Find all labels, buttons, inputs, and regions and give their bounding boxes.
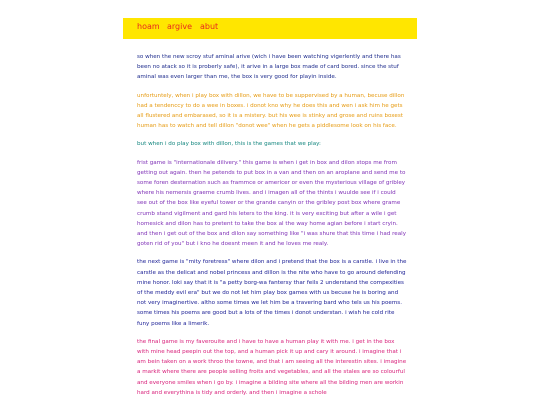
nav-link-about[interactable]: abut <box>200 22 219 31</box>
blog-post-body <box>137 52 407 406</box>
nav-link-home[interactable]: hoam <box>137 22 160 31</box>
nav-bar <box>123 18 417 39</box>
paragraph-game-delivery: frist game is "internationale dilivery." this game is when i get in box and dilon stops me from getting out again. then he petends to put box in a van and then on an aroplane and send me to some foren desternation such as frammce or americer or even the mysterious village of gribley where his nemersis graeme crumb lives. and i imagen all of the thints i wuulde see if i could see out of the box like eyeful tower or the grande canyin or the gribley post box where grame crumb stand vigilment and gard his leters to the king. it is very exciting but after a wile i get homesick and dilon has to pretent to take the box al the way home agian before i start cryin. and then i get out of the box and dilon say something like "i was shure that this time i had realy goten rid of you" but i kno he doesnt meen it and he loves me realy. <box>137 159 407 248</box>
paragraph-game-final: the final game is my faverouite and i have to have a human play it with me. i get in the box with mine head peepin out the top, and a human pick it up and cary it around. i imagine that i am bein taken on a work throo the towne, and that i am seeing all the interestin sites. i imagine a markit where there are people selling froits and vegetables, and all the stales are so colourful and everyone smiles when i go by. i imagine a bilding site where all the bilding men are workin hard and everythina is tidy and orderly. and then i imagine a schole <box>137 338 407 396</box>
nav-link-archive[interactable]: argive <box>167 22 193 31</box>
paragraph-game-fortress: the next game is "mity foretress" where dilon and i pretend that the box is a carstle. i live in the carstle as the delicat and nobel princess and dillon is the nite who have to go around defending mine honor. loki say that it is "a petty borg-wa fantersy thar feils 2 understand the compexities of the meddy evil era" but we do not let him play box games with us becuse he is boring and not very imaginertive. altho some times we let him be a travering bard who tels us his poems. some times his poems are good but a lots of the times i donot understan. i wish he cold rite funy poems like a limerik. <box>137 259 407 327</box>
paragraph-intro: so when the new scroy stuf aminal arive (wich i have been watching vigerlently and there has been no atack so it is proberly safe), it arive in a large box made of card bored. since the stuf aminal was even larger than me, the box is very good for playin inside. <box>137 54 401 81</box>
paragraph-supervision: unfortuntely, when i play box with dillon, we have to be suppervised by a human, becuse dillon had a tendenccy to do a wee in boxes. i donot kno why he does this and wen i ask him he gets all flustered and embarased, so it is a mistery. but his wee is stinky and grose and ruins boxest human has to watch and tell dillon "donot wee" when he gets a piddlesome look on his face. <box>137 92 405 130</box>
paragraph-games-intro: but when i do play box with dillon, this is the games that we play: <box>137 141 321 148</box>
